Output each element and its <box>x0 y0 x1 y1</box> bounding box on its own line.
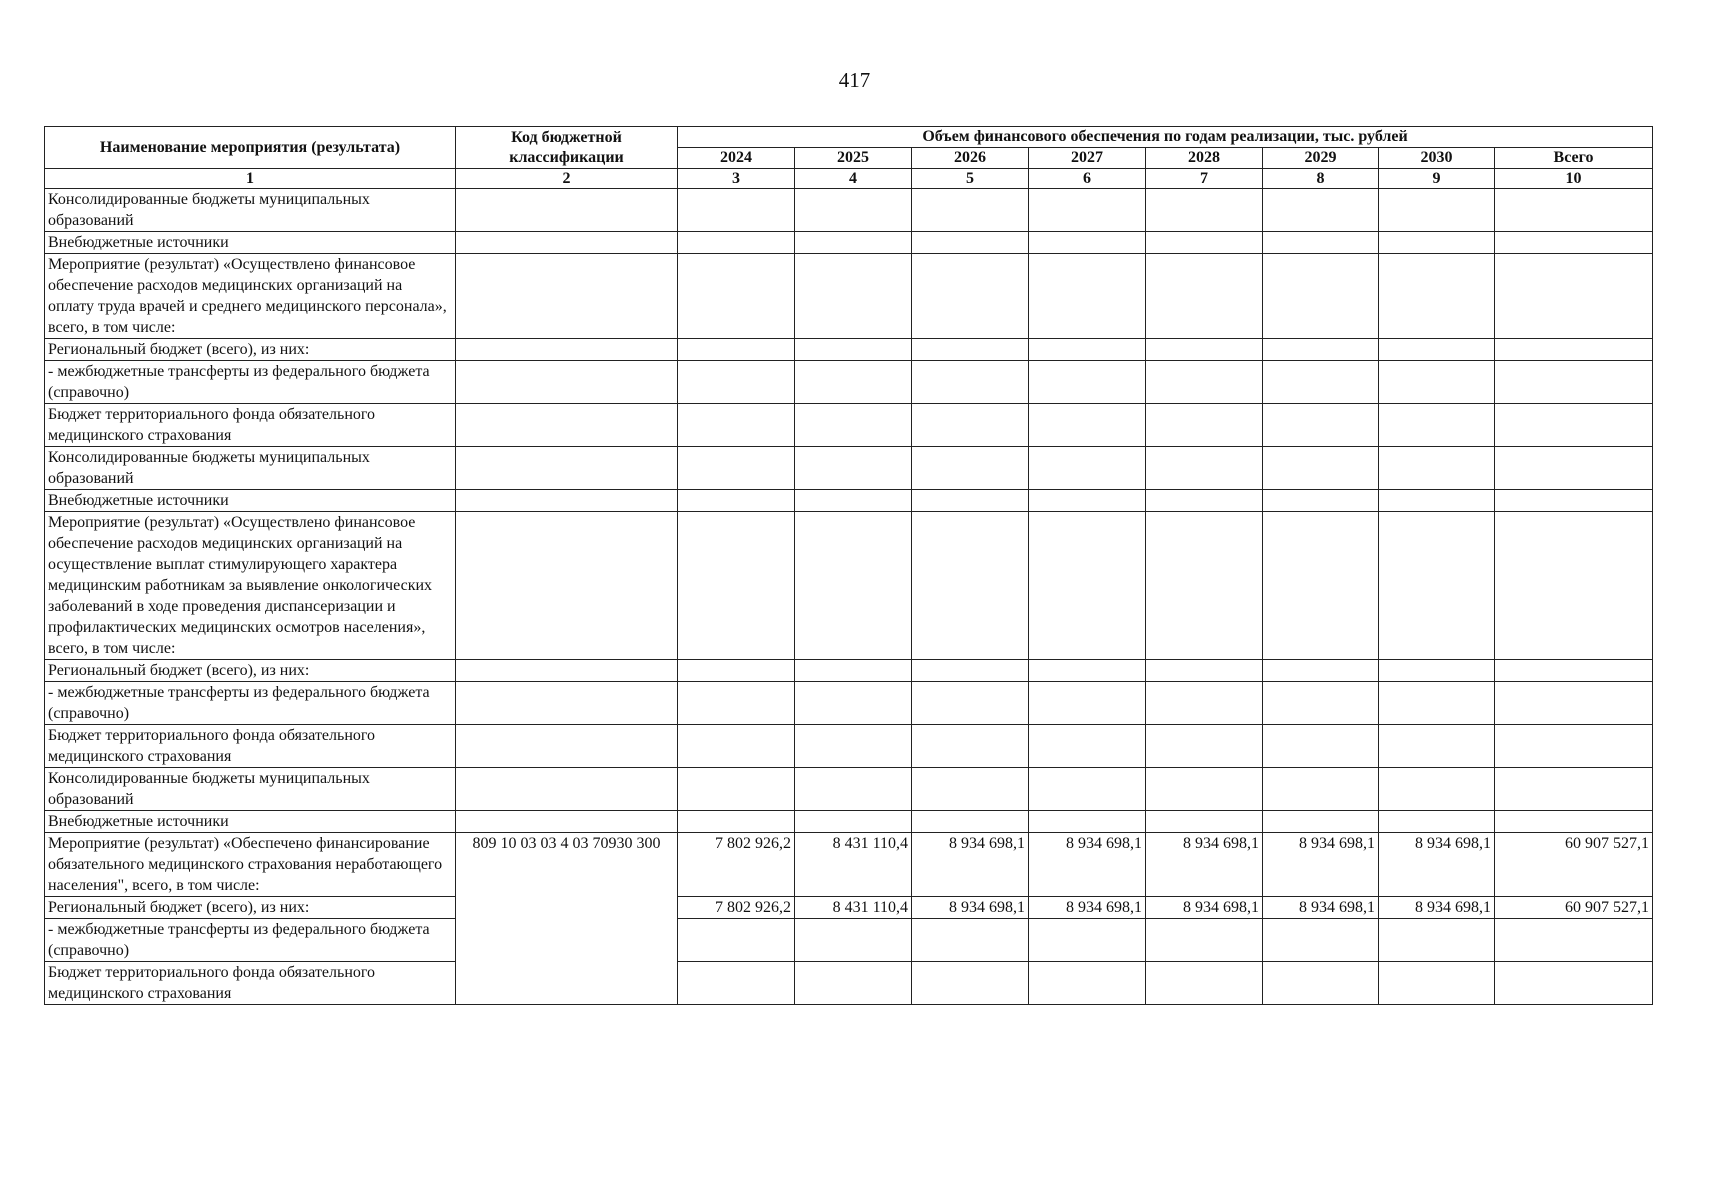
table-row <box>45 897 1653 919</box>
row-total <box>1495 962 1653 1005</box>
row-value <box>1029 768 1146 811</box>
row-total <box>1495 232 1653 254</box>
header-volume: Объем финансового обеспечения по годам реализации, тыс. рублей <box>678 127 1653 148</box>
row-total: 60 907 527,1 <box>1495 833 1653 897</box>
row-total <box>1495 660 1653 682</box>
table-header <box>45 127 1653 189</box>
row-value <box>1146 447 1263 490</box>
table-row <box>45 490 1653 512</box>
row-value <box>1379 447 1495 490</box>
row-value <box>1263 919 1379 962</box>
row-value: 8 934 698,1 <box>1029 833 1146 897</box>
row-value <box>1263 232 1379 254</box>
row-value <box>795 919 912 962</box>
row-value <box>1379 254 1495 339</box>
row-name: Мероприятие (результат) «Осуществлено финансовое обеспечение расходов медицинских организаций на оплату труда врачей и среднего медицинского персонала», всего, в том числе: <box>45 254 456 339</box>
row-value <box>678 490 795 512</box>
header-code: Код бюджетной классификации <box>456 127 678 169</box>
row-total: 60 907 527,1 <box>1495 897 1653 919</box>
row-value <box>795 962 912 1005</box>
row-value <box>795 189 912 232</box>
table-row <box>45 682 1653 725</box>
row-value <box>1146 811 1263 833</box>
row-value <box>1029 682 1146 725</box>
table-row <box>45 768 1653 811</box>
row-value <box>1029 660 1146 682</box>
row-value: 8 934 698,1 <box>1029 897 1146 919</box>
row-name: Мероприятие (результат) «Осуществлено финансовое обеспечение расходов медицинских организаций на осуществление выплат стимулирующего характера медицинским работникам за выявление онкологических заболеваний в ходе проведения диспансеризации и профилактических медицинских осмотров населения», всего, в том числе: <box>45 512 456 660</box>
table-row <box>45 232 1653 254</box>
column-number: 1 <box>45 169 456 189</box>
row-value: 8 934 698,1 <box>1146 897 1263 919</box>
row-total <box>1495 919 1653 962</box>
row-name: Бюджет территориального фонда обязательного медицинского страхования <box>45 725 456 768</box>
row-value <box>678 768 795 811</box>
header-year: 2028 <box>1146 148 1263 169</box>
row-value <box>1379 361 1495 404</box>
row-code <box>456 811 678 833</box>
row-value <box>795 447 912 490</box>
row-value <box>912 660 1029 682</box>
row-value <box>1146 339 1263 361</box>
header-year: 2030 <box>1379 148 1495 169</box>
table-row <box>45 339 1653 361</box>
row-code <box>456 254 678 339</box>
table-row <box>45 512 1653 660</box>
row-value <box>678 447 795 490</box>
row-value <box>1263 682 1379 725</box>
row-value <box>1263 725 1379 768</box>
row-name: Региональный бюджет (всего), из них: <box>45 339 456 361</box>
row-value <box>1263 404 1379 447</box>
row-value <box>1379 404 1495 447</box>
table-row <box>45 660 1653 682</box>
table-row <box>45 189 1653 232</box>
header-name: Наименование мероприятия (результата) <box>45 127 456 169</box>
table-row <box>45 962 1653 1005</box>
row-value <box>1263 512 1379 660</box>
column-number: 2 <box>456 169 678 189</box>
row-value <box>678 339 795 361</box>
row-value: 8 934 698,1 <box>1379 897 1495 919</box>
row-total <box>1495 189 1653 232</box>
row-value <box>1379 962 1495 1005</box>
row-value <box>1263 361 1379 404</box>
row-value: 8 431 110,4 <box>795 833 912 897</box>
row-code <box>456 725 678 768</box>
row-code <box>456 768 678 811</box>
header-year: 2027 <box>1029 148 1146 169</box>
row-code <box>456 490 678 512</box>
row-total <box>1495 254 1653 339</box>
row-value <box>795 339 912 361</box>
row-value: 7 802 926,2 <box>678 897 795 919</box>
row-value <box>1379 490 1495 512</box>
row-value <box>1263 962 1379 1005</box>
row-name: Консолидированные бюджеты муниципальных образований <box>45 447 456 490</box>
row-value <box>912 447 1029 490</box>
row-value <box>795 490 912 512</box>
row-value <box>1029 447 1146 490</box>
row-value <box>1029 232 1146 254</box>
row-value <box>1379 660 1495 682</box>
row-value <box>912 768 1029 811</box>
column-number: 10 <box>1495 169 1653 189</box>
row-total <box>1495 682 1653 725</box>
row-total <box>1495 447 1653 490</box>
row-name: Региональный бюджет (всего), из них: <box>45 660 456 682</box>
row-value <box>678 919 795 962</box>
row-name: Региональный бюджет (всего), из них: <box>45 897 456 919</box>
row-value <box>1379 512 1495 660</box>
row-value <box>912 361 1029 404</box>
header-year: 2026 <box>912 148 1029 169</box>
row-value <box>678 232 795 254</box>
row-name: Бюджет территориального фонда обязательного медицинского страхования <box>45 962 456 1005</box>
row-value <box>1146 254 1263 339</box>
row-value <box>678 361 795 404</box>
row-value <box>1029 361 1146 404</box>
row-name: Внебюджетные источники <box>45 232 456 254</box>
row-name: - межбюджетные трансферты из федерального бюджета (справочно) <box>45 919 456 962</box>
row-value <box>1029 811 1146 833</box>
row-value <box>795 254 912 339</box>
table-row <box>45 811 1653 833</box>
page-number: 417 <box>838 68 871 92</box>
row-name: Внебюджетные источники <box>45 490 456 512</box>
row-value <box>1263 254 1379 339</box>
row-value <box>1146 361 1263 404</box>
row-value <box>678 682 795 725</box>
row-value <box>1029 254 1146 339</box>
row-total <box>1495 512 1653 660</box>
row-value <box>912 811 1029 833</box>
row-value <box>678 725 795 768</box>
header-year: 2029 <box>1263 148 1379 169</box>
row-value <box>1029 404 1146 447</box>
row-name: - межбюджетные трансферты из федерального бюджета (справочно) <box>45 361 456 404</box>
row-code <box>456 361 678 404</box>
table-row <box>45 919 1653 962</box>
row-total <box>1495 725 1653 768</box>
column-number: 3 <box>678 169 795 189</box>
row-value <box>1146 232 1263 254</box>
column-number: 8 <box>1263 169 1379 189</box>
row-value <box>912 254 1029 339</box>
row-value <box>1146 962 1263 1005</box>
row-value <box>1263 768 1379 811</box>
row-value <box>678 660 795 682</box>
table-row <box>45 254 1653 339</box>
row-value <box>678 254 795 339</box>
row-value <box>912 232 1029 254</box>
row-code <box>456 682 678 725</box>
row-value <box>795 512 912 660</box>
header-year: 2025 <box>795 148 912 169</box>
row-value <box>1029 339 1146 361</box>
row-value <box>795 232 912 254</box>
row-value <box>912 919 1029 962</box>
row-value <box>912 339 1029 361</box>
row-code: 809 10 03 03 4 03 70930 300 <box>456 833 678 1005</box>
row-value <box>1146 189 1263 232</box>
row-value <box>1146 725 1263 768</box>
row-value <box>912 682 1029 725</box>
row-value <box>1146 682 1263 725</box>
row-value: 8 934 698,1 <box>1379 833 1495 897</box>
row-value <box>1379 682 1495 725</box>
row-name: Консолидированные бюджеты муниципальных образований <box>45 189 456 232</box>
budget-table-container <box>44 126 1652 1005</box>
row-value <box>678 962 795 1005</box>
row-value <box>912 189 1029 232</box>
header-year: 2024 <box>678 148 795 169</box>
row-value <box>912 512 1029 660</box>
table-row <box>45 404 1653 447</box>
row-value <box>912 962 1029 1005</box>
table-body <box>45 189 1653 1005</box>
row-code <box>456 232 678 254</box>
row-value <box>678 189 795 232</box>
row-total <box>1495 490 1653 512</box>
budget-table <box>44 126 1653 1005</box>
header-total: Всего <box>1495 148 1653 169</box>
row-value <box>1029 189 1146 232</box>
row-value <box>1029 725 1146 768</box>
row-value <box>912 490 1029 512</box>
row-code <box>456 404 678 447</box>
row-code <box>456 512 678 660</box>
column-number: 7 <box>1146 169 1263 189</box>
row-value <box>1379 232 1495 254</box>
row-value <box>1263 660 1379 682</box>
table-row <box>45 833 1653 897</box>
row-value <box>1029 962 1146 1005</box>
row-value <box>1379 919 1495 962</box>
row-value <box>1146 490 1263 512</box>
row-value <box>1379 189 1495 232</box>
row-value <box>1379 768 1495 811</box>
row-value <box>678 404 795 447</box>
row-value <box>795 404 912 447</box>
row-code <box>456 339 678 361</box>
row-value <box>1029 490 1146 512</box>
row-code <box>456 189 678 232</box>
row-name: Мероприятие (результат) «Обеспечено финансирование обязательного медицинского страхования неработающего населения", всего, в том числе: <box>45 833 456 897</box>
row-value <box>1146 512 1263 660</box>
row-value <box>795 725 912 768</box>
row-value <box>1146 768 1263 811</box>
row-value <box>912 404 1029 447</box>
table-row <box>45 361 1653 404</box>
row-name: Консолидированные бюджеты муниципальных образований <box>45 768 456 811</box>
row-value: 8 934 698,1 <box>912 833 1029 897</box>
row-value: 8 934 698,1 <box>1146 833 1263 897</box>
table-row <box>45 725 1653 768</box>
row-total <box>1495 339 1653 361</box>
row-value <box>678 512 795 660</box>
row-name: - межбюджетные трансферты из федерального бюджета (справочно) <box>45 682 456 725</box>
table-row <box>45 447 1653 490</box>
column-number: 5 <box>912 169 1029 189</box>
row-value: 8 934 698,1 <box>1263 897 1379 919</box>
row-name: Внебюджетные источники <box>45 811 456 833</box>
row-value <box>912 725 1029 768</box>
row-value <box>1263 447 1379 490</box>
row-value <box>678 811 795 833</box>
column-number: 6 <box>1029 169 1146 189</box>
row-code <box>456 660 678 682</box>
row-total <box>1495 811 1653 833</box>
row-value <box>1146 919 1263 962</box>
row-value <box>795 811 912 833</box>
row-value <box>1029 512 1146 660</box>
row-value <box>1379 725 1495 768</box>
column-number: 4 <box>795 169 912 189</box>
row-value <box>1263 490 1379 512</box>
row-total <box>1495 361 1653 404</box>
row-total <box>1495 768 1653 811</box>
row-name: Бюджет территориального фонда обязательного медицинского страхования <box>45 404 456 447</box>
row-code <box>456 447 678 490</box>
row-value <box>1379 339 1495 361</box>
row-value <box>795 361 912 404</box>
row-value <box>795 660 912 682</box>
row-value <box>1029 919 1146 962</box>
row-value: 8 934 698,1 <box>912 897 1029 919</box>
column-number: 9 <box>1379 169 1495 189</box>
row-value: 8 431 110,4 <box>795 897 912 919</box>
row-value <box>1263 811 1379 833</box>
row-value <box>1263 189 1379 232</box>
row-value <box>795 682 912 725</box>
row-value: 7 802 926,2 <box>678 833 795 897</box>
row-value <box>795 768 912 811</box>
row-value <box>1263 339 1379 361</box>
row-value <box>1146 660 1263 682</box>
row-value <box>1379 811 1495 833</box>
row-value: 8 934 698,1 <box>1263 833 1379 897</box>
row-total <box>1495 404 1653 447</box>
row-value <box>1146 404 1263 447</box>
